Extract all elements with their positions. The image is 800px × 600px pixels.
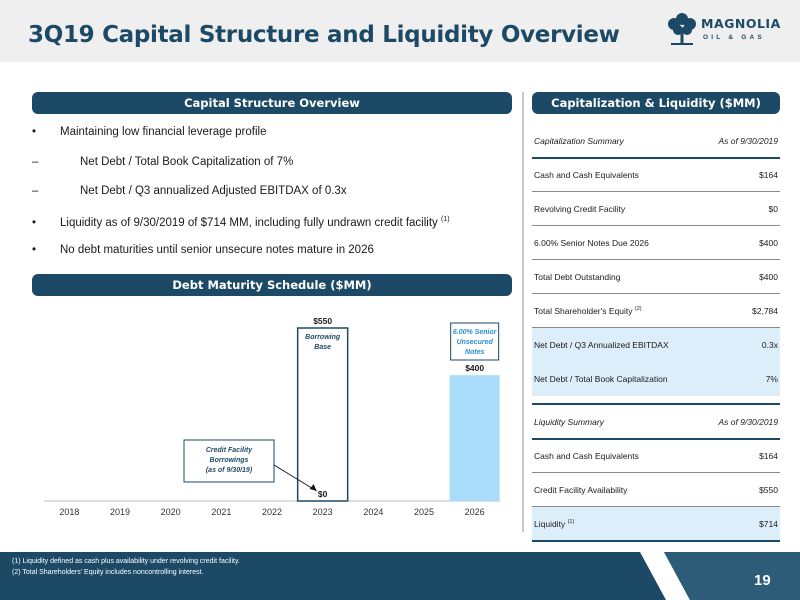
data-label: $550	[313, 316, 333, 326]
table-row: Total Shareholder's Equity $^{(2)}$ $2,784	[534, 305, 778, 316]
credit-facility-callout-text: Borrowings	[209, 457, 249, 464]
x-tick-label: 2024	[363, 507, 384, 517]
x-tick-label: 2021	[211, 507, 232, 517]
footnotes	[12, 556, 240, 578]
x-tick-label: 2026	[464, 507, 485, 517]
senior-notes-callout-text: Notes	[464, 349, 485, 356]
x-tick-label: 2023	[312, 507, 333, 517]
footnote-2: (2) Total Shareholders' Equity includes noncontrolling interest.	[12, 569, 204, 576]
x-tick-label: 2019	[109, 507, 131, 517]
x-tick-label: 2022	[261, 507, 283, 517]
capitalization-section-title: Capitalization & Liquidity ($MM)	[532, 92, 780, 114]
debt-maturity-chart	[32, 306, 512, 530]
table-row: Cash and Cash Equivalents $164	[534, 450, 778, 461]
table-row: 6.00% Senior Notes Due 2026 $400	[534, 237, 778, 248]
table-bottom-rule	[532, 540, 780, 542]
sub-bullet-item: – Net Debt / Q3 annualized Adjusted EBITDAX of 0.3x	[32, 185, 347, 197]
page-title: 3Q19 Capital Structure and Liquidity Overview	[28, 22, 620, 48]
logo-name: MAGNOLIA	[701, 16, 781, 31]
data-label: $0	[317, 489, 328, 499]
table-row-highlighted: Liquidity $^{(1)}$ $714	[532, 507, 780, 541]
credit-facility-callout-text: (as of 9/30/19)	[205, 467, 253, 474]
bullet-item: • Maintaining low financial leverage profile	[32, 126, 267, 138]
x-tick-label: 2018	[59, 507, 80, 517]
borrowing-base-label: Base	[314, 344, 332, 351]
bullet-item: • Liquidity as of 9/30/2019 of $714 MM, including fully undrawn credit facility $^{(1)}$	[32, 216, 450, 229]
bullet-item: • No debt maturities until senior unsecure notes mature in 2026	[32, 244, 374, 256]
borrowing-base-bar	[298, 328, 348, 501]
senior-notes-callout-text: Unsecured	[456, 339, 493, 346]
footnote-1: (1) Liquidity defined as cash plus availability under revolving credit facility.	[12, 558, 240, 565]
callout-arrow-line	[274, 465, 317, 491]
x-tick-label: 2020	[160, 507, 181, 517]
debt-maturity-chart-title: Debt Maturity Schedule ($MM)	[32, 274, 512, 296]
table-row: Revolving Credit Facility $0	[534, 203, 778, 214]
x-tick-label: 2025	[413, 507, 435, 517]
magnolia-tree-icon	[665, 10, 699, 50]
logo-subtitle: OIL & GAS	[703, 34, 765, 41]
borrowing-base-label: Borrowing	[305, 334, 341, 341]
senior-notes-callout-text: 6.00% Senior	[452, 329, 497, 336]
table-row: Total Debt Outstanding $400	[534, 271, 778, 282]
senior-notes-bar	[450, 375, 500, 501]
vertical-divider	[522, 92, 524, 532]
page-number: 19	[754, 572, 771, 589]
capitalization-header-row: Capitalization Summary As of 9/30/2019	[534, 135, 778, 146]
table-row-highlighted: Net Debt / Q3 Annualized EBITDAX 0.3x	[532, 328, 780, 362]
company-logo	[665, 10, 780, 54]
table-row-highlighted: Net Debt / Total Book Capitalization 7%	[532, 362, 780, 396]
table-row: Credit Facility Availability $550	[534, 484, 778, 495]
credit-facility-callout-text: Credit Facility	[205, 447, 253, 454]
data-label: $400	[465, 363, 485, 374]
table-row: Cash and Cash Equivalents $164	[534, 169, 778, 180]
capital-structure-section-title: Capital Structure Overview	[32, 92, 512, 114]
sub-bullet-item: – Net Debt / Total Book Capitalization of 7%	[32, 156, 294, 168]
liquidity-header-row: Liquidity Summary As of 9/30/2019	[534, 416, 778, 427]
